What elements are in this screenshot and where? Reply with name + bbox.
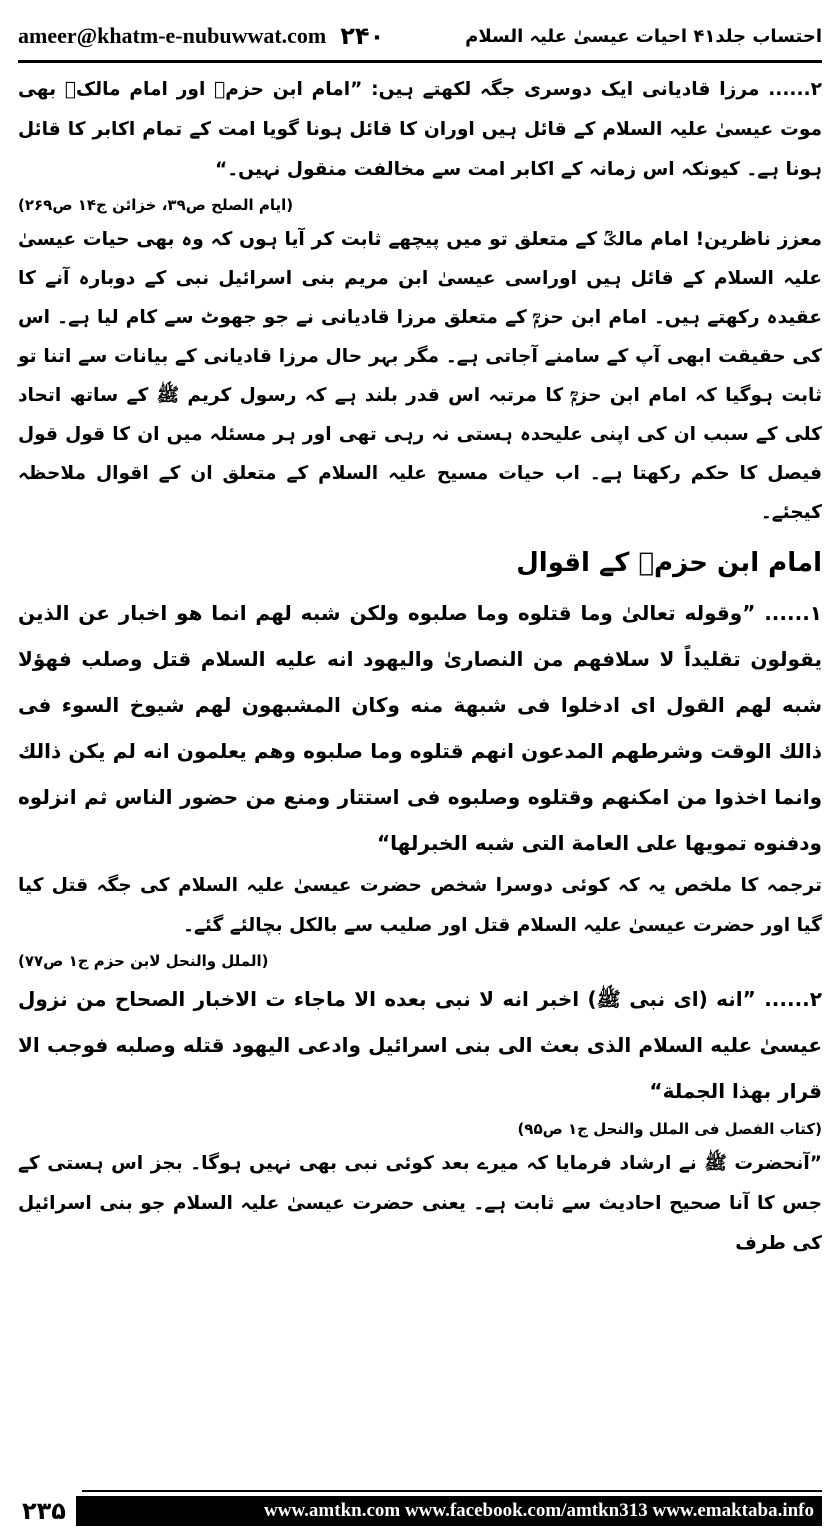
item-number: ۱...... bbox=[764, 601, 823, 625]
header-left bbox=[18, 22, 384, 50]
footer-links[interactable]: www.amtkn.com www.facebook.com/amtkn313 www.emaktaba.info bbox=[264, 1500, 814, 1521]
paragraph-readers: معزز ناظرین! امام مالکؒ کے متعلق تو میں پیچھے ثابت کر آیا ہوں کہ وہ بھی حیات عیسیٰ علیہ السلام کے قائل ہیں اوراسی عیسیٰ ابن مریم بنی اسرائیل نبی کے دوبارہ آنے کا عقیدہ رکھتے ہیں۔ امام ابن حزمؒ کے متعلق مرزا قادیانی نے جو جھوٹ سے کام لیا ہے۔ اس کی حقیقت ابھی آپ کے سامنے آجاتی ہے۔ مگر بہر حال مرزا قادیانی کے بیانات سے اتنا تو ثابت ہوگیا کہ امام ابن حزمؒ کا مرتبہ اس قدر بلند ہے کہ رسول کریم ﷺ کے ساتھ اتحاد کلی کے سبب ان کی اپنی علیحدہ ہستی نہ رہی تھی اور ہر مسئلہ میں ان کا قول قول فیصل کا حکم رکھتا ہے۔ اب حیات مسیح علیہ السلام کے متعلق ان کے اقوال ملاحظہ کیجئے۔ bbox=[18, 229, 822, 523]
paragraph-quote-mirza bbox=[18, 70, 822, 190]
arabic-quote-2 bbox=[18, 976, 822, 1114]
arabic-quote-1-text: ”وقوله تعالىٰ وما قتلوه وما صلبوه ولكن شبه لهم انما هو اخبار عن الذين يقولون تقليداً لا سلافهم من النصارىٰ واليهود انه عليه السلام قتل وصلب فهؤلا شبه لهم القول اى ادخلوا فى شبهة منه وكان المشبهون لهم شيوخ السوء فى ذالك الوقت وشرطهم المدعون انهم قتلوه وما صلبوه وهم يعلمون انه لم يكن ذالك وانما اخذوا من امكنهم وقتلوه وصلبوه فى استتار ومنع من حضور الناس ثم انزلوه ودفنوه تمويها على العامة التى شبه الخبرلها“ bbox=[18, 601, 822, 855]
translation-1-text: ترجمہ کا ملخص یہ کہ کوئی دوسرا شخص حضرت عیسیٰ علیہ السلام کی جگہ قتل کیا گیا اور حضرت عیسیٰ علیہ السلام قتل اور صلیب سے بالکل بچالئے گئے۔ bbox=[18, 875, 822, 936]
page-header bbox=[18, 14, 822, 58]
reference-kitab-al-fasl: (کتاب الفصل فی الملل والنحل ج۱ ص۹۵) bbox=[517, 1120, 822, 1138]
header-email: ameer@khatm-e-nubuwwat.com bbox=[18, 23, 327, 48]
footer-links-bar bbox=[76, 1496, 822, 1526]
translation-2: ”آنحضرت ﷺ نے ارشاد فرمایا کہ میرے بعد کوئی نبی بھی نہیں ہوگا۔ بجز اس ہستی کے جس کا آنا صحیح احادیث سے ثابت ہے۔ یعنی حضرت عیسیٰ علیہ السلام جو بنی اسرائیل کی طرف bbox=[18, 1153, 822, 1254]
arabic-quote-1 bbox=[18, 590, 822, 866]
quote-mirza-text: مرزا قادیانی ایک دوسری جگہ لکھتے ہیں: ”امام ابن حزمؒ اور امام مالکؒ بھی موت عیسیٰ علیہ السلام کے قائل ہیں اوران کا قائل ہونا گویا امت کے تمام اکابر کا قائل ہونا ہے۔ کیونکہ اس زمانہ کے اکابر امت سے مخالفت منقول نہیں۔“ bbox=[18, 79, 822, 180]
header-page-number: ۲۴۰ bbox=[340, 22, 385, 50]
item-number: ۲...... bbox=[768, 79, 822, 100]
item-number: ۲...... bbox=[764, 987, 822, 1011]
page-footer bbox=[18, 1494, 822, 1528]
header-rule bbox=[18, 60, 822, 63]
footer-rule bbox=[82, 1490, 822, 1492]
header-book-title: احتساب جلد۴۱ احیات عیسیٰ علیہ السلام bbox=[465, 25, 822, 47]
section-heading: امام ابن حزمؒ کے اقوال bbox=[516, 548, 822, 578]
arabic-quote-2-text: ”انه (اى نبى ﷺ) اخبر انه لا نبى بعده الا ماجاء ت الاخبار الصحاح من نزول عيسىٰ عليه السلام الذى بعث الى بنى اسرائيل وادعى اليهود قتله وصلبه فوجب الا قرار بهذا الجملة“ bbox=[18, 987, 822, 1103]
translation-1 bbox=[18, 866, 822, 946]
footer-page-number: ۲۳۵ bbox=[22, 1497, 66, 1525]
reference-ayyam-al-sulh: (ایام الصلح ص۳۹، خزائن ج۱۴ ص۲۶۹) bbox=[18, 196, 294, 214]
reference-milal-wan-nihal: (الملل والنحل لابن حزم ج۱ ص۷۷) bbox=[18, 952, 269, 970]
page-body bbox=[18, 70, 822, 1264]
